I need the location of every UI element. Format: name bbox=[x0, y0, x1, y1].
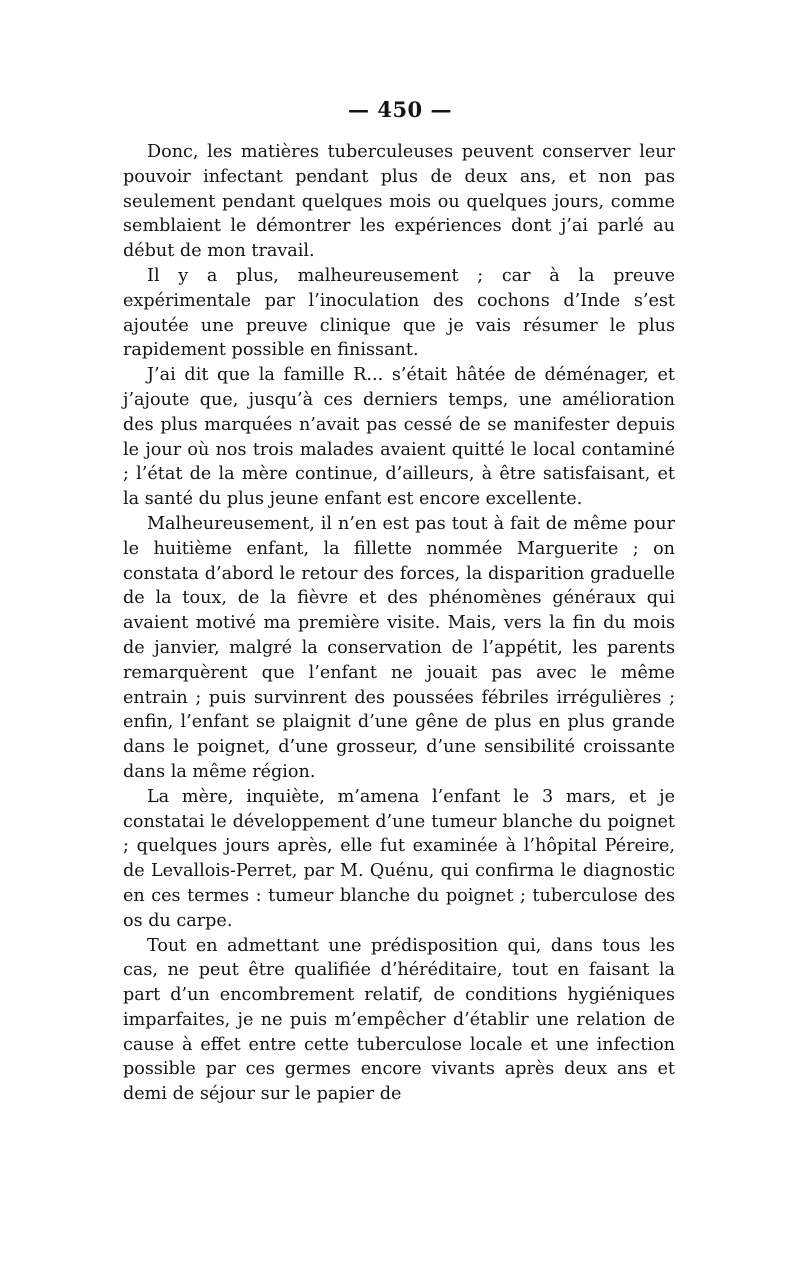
body-text bbox=[123, 140, 675, 1107]
paragraph: Tout en admettant une prédisposition qui, dans tous les cas, ne peut être qualifiée d’héréditaire, tout en faisant la part d’un encombrement relatif, de conditions hygiéniques imparfaites, je ne puis m’empêcher d’établir une relation de cause à effet entre cette tuberculose locale et une infection possible par ces germes encore vivants après deux ans et demi de séjour sur le papier de bbox=[123, 935, 675, 1105]
paragraph: Il y a plus, malheureusement ; car à la preuve expérimentale par l’inoculation des cochons d’Inde s’est ajoutée une preuve clinique que je vais résumer le plus rapidement possible en finissant. bbox=[123, 265, 675, 361]
paragraph: Donc, les matières tuberculeuses peuvent conserver leur pouvoir infectant pendant plus de deux ans, et non pas seulement pendant quelques mois ou quelques jours, comme semblaient le démontrer les expériences dont j’ai parlé au début de mon travail. bbox=[123, 142, 675, 262]
paragraph: Malheureusement, il n’en est pas tout à fait de même pour le huitième enfant, la fillette nommée Marguerite ; on constata d’abord le retour des forces, la disparition graduelle de la toux, de la fièvre et des phénomènes généraux qui avaient motivé ma première visite. Mais, vers la fin du mois de janvier, malgré la conservation de l’appétit, les parents remarquèrent que l’enfant ne jouait pas avec le même entrain ; puis survinrent des poussées fébriles irrégulières ; enfin, l’enfant se plaignit d’une gêne de plus en plus grande dans le poignet, d’une grosseur, d’une sensibilité croissante dans la même région. bbox=[123, 513, 675, 782]
paragraph: J’ai dit que la famille R... s’était hâtée de déménager, et j’ajoute que, jusqu’à ces derniers temps, une amélioration des plus marquées n’avait pas cessé de se manifester depuis le jour où nos trois malades avaient quitté le local contaminé ; l’état de la mère continue, d’ailleurs, à être satisfaisant, et la santé du plus jeune enfant est encore excellente. bbox=[123, 365, 675, 510]
paragraph: La mère, inquiète, m’amena l’enfant le 3 mars, et je constatai le développement d’une tumeur blanche du poignet ; quelques jours après, elle fut examinée à l’hôpital Péreire, de Levallois-Perret, par M. Quénu, qui confirma le diagnostic en ces termes : tumeur blanche du poignet ; tuberculose des os du carpe. bbox=[123, 786, 675, 931]
page-number: — 450 — bbox=[348, 97, 452, 122]
